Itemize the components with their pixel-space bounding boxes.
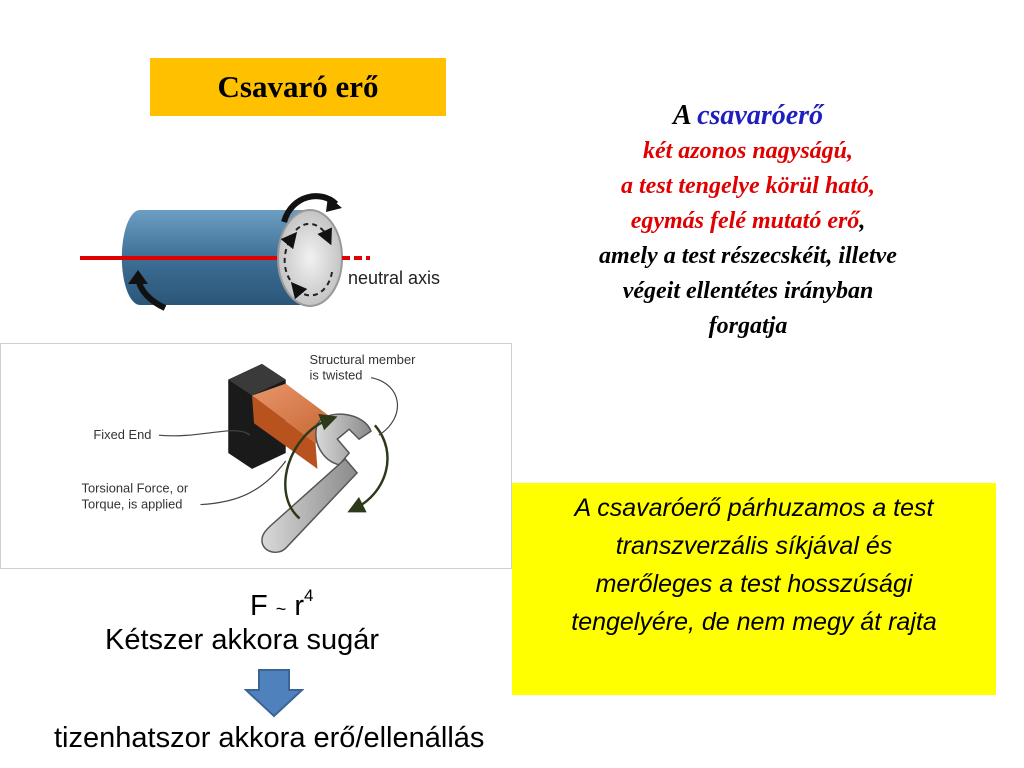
sixteen-times-text: tizenhatszor akkora erő/ellenállás [54,722,485,754]
definition-line-5: végeit ellentétes irányban [622,278,874,304]
twisted-cylinder-figure [70,180,470,320]
definition-heading-word: csavaróerő [697,100,824,131]
definition-line-3 [520,204,976,239]
definition-heading [520,98,976,134]
neutral-axis-label: neutral axis [348,268,441,288]
twisted-label-line-2: is twisted [309,367,363,383]
twice-radius-text: Kétszer akkora sugár [105,624,380,656]
definition-line-2: a test tengelye körül ható, [621,173,875,199]
formula [250,586,313,623]
structural-member-figure [0,343,512,569]
highlight-box [512,483,996,695]
slide-title: Csavaró erő [150,58,446,116]
definition-text [520,98,976,344]
definition-line-1: két azonos nagyságú, [642,138,854,164]
twisted-label-line-1: Structural member [309,351,416,367]
formula-exponent: 4 [304,586,314,605]
fixed-end-label: Fixed End [93,427,152,443]
cylinder-end-face [278,210,342,306]
rotation-arrowhead-top-icon [326,196,342,212]
formula-rhs: r [286,590,305,622]
formula-tilde: ~ [275,599,287,619]
definition-line-3-main: egymás felé mutató erő [630,208,860,234]
definition-line-6: forgatja [708,313,788,339]
highlight-line-4: tengelyére, de nem megy át rajta [571,608,937,636]
definition-line-4: amely a test részecskéit, illetve [599,243,897,269]
torque-label-line-2: Torque, is applied [81,496,183,512]
highlight-line-1: A csavaróerő párhuzamos a test [574,494,934,522]
formula-lhs: F [250,590,276,622]
highlight-line-3: merőleges a test hosszúsági [595,570,913,598]
definition-heading-article: A [672,100,698,131]
down-arrow-icon [244,668,304,718]
highlight-line-2: transzverzális síkjával és [615,532,893,560]
torque-label-line-1: Torsional Force, or [81,480,189,496]
definition-line-3-suffix: , [859,208,866,234]
